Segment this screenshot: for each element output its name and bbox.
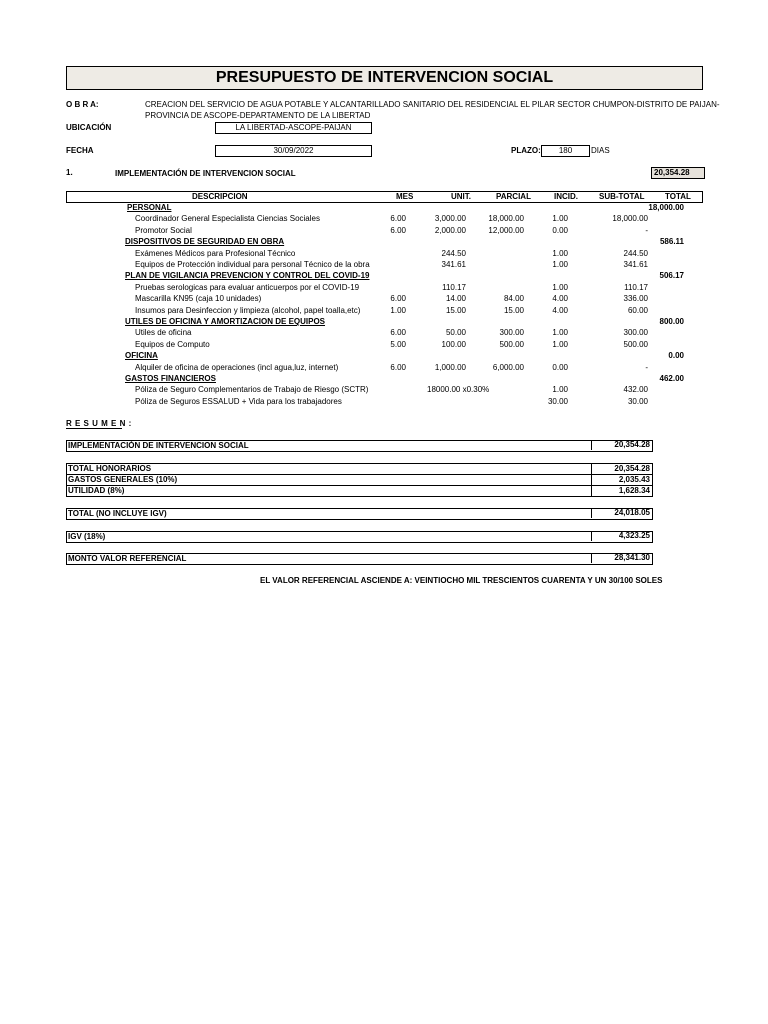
item-parcial: 15.00 [503,305,524,315]
table-row [0,396,768,407]
plazo-unit: DIAS [591,146,610,155]
table-row [0,282,768,293]
obra-text-line-2: PROVINCIA DE ASCOPE-DEPARTAMENTO DE LA LIBERTAD [145,111,371,120]
summary-gastos-label: GASTOS GENERALES (10%) [68,475,178,484]
item-parcial: 84.00 [503,294,524,304]
item-incid: 1.00 [552,214,568,224]
item-description: Coordinador General Especialista Ciencias Sociales [135,214,320,224]
item-incid: 0.00 [552,225,568,235]
section-number: 1. [66,168,73,177]
group-title: DISPOSITIVOS DE SEGURIDAD EN OBRA [125,237,285,247]
item-unit: 50.00 [445,328,466,338]
item-unit: 100.00 [441,339,466,349]
fecha-value: 30/09/2022 [215,145,372,157]
item-incid: 1.00 [552,328,568,338]
summary-monto-value: 28,341.30 [591,553,651,563]
fecha-label: FECHA [66,146,94,155]
table-row [0,384,768,395]
summary-honorarios [67,464,652,475]
table-row [0,339,768,350]
item-incid: 1.00 [552,339,568,349]
item-incid: 1.00 [552,282,568,292]
item-description: Póliza de Seguro Complementarios de Trabajo de Riesgo (SCTR) [135,385,369,395]
item-mes: 1.00 [390,305,406,315]
item-subtotal: 432.00 [623,385,648,395]
item-unit: 15.00 [445,305,466,315]
group-title: PLAN DE VIGILANCIA PREVENCION Y CONTROL DEL COVID-19 [125,271,370,281]
resumen-underline [66,428,122,429]
resumen-title: R E S U M E N : [66,419,132,428]
item-subtotal: - [645,362,648,372]
summary-gastos-value: 2,035.43 [591,475,651,485]
item-incid: 1.00 [552,260,568,269]
summary-igv-value: 4,323.25 [591,531,651,541]
item-incid: 1.00 [552,248,568,258]
item-parcial: 12,000.00 [488,225,524,235]
item-subtotal: 244.50 [623,248,648,258]
group-total: 506.17 [659,271,684,281]
ubicacion-label: UBICACIÓN [66,123,112,132]
table-row [0,305,768,316]
summary-gastos [67,475,652,486]
item-parcial: 300.00 [499,328,524,338]
group-total: 586.11 [659,237,684,247]
summary-monto [66,553,653,565]
table-row [0,225,768,236]
item-mes: 6.00 [390,214,406,224]
summary-total-value: 24,018.05 [591,508,651,518]
header-incid: INCID. [554,192,578,201]
table-row [0,327,768,338]
summary-honorarios-label: TOTAL HONORARIOS [68,464,152,473]
obra-label: O B R A: [66,100,99,109]
table-row [0,293,768,304]
summary-utilidad [67,486,652,496]
item-description: Pruebas serologicas para evaluar anticuerpos por el COVID-19 [135,282,360,292]
summary-implementacion-label: IMPLEMENTACIÓN DE INTERVENCION SOCIAL [68,441,249,450]
item-description: Equipos de Computo [135,339,210,349]
group-header-row [0,350,768,361]
group-title: OFICINA [125,351,158,361]
summary-honorarios-group [66,463,653,497]
item-description: Insumos para Desinfeccion y limpieza (alcohol, papel toalla,etc) [135,305,361,315]
header-mes: MES [396,192,414,201]
group-header-row [0,316,768,327]
summary-total-label: TOTAL (NO INCLUYE IGV) [68,509,167,518]
summary-igv-label: IGV (18%) [68,532,106,541]
item-parcial: 500.00 [499,339,524,349]
group-title: UTILES DE OFICINA Y AMORTIZACION DE EQUIPOS [125,317,326,326]
section-total: 20,354.28 [651,167,705,179]
summary-utilidad-label: UTILIDAD (8%) [68,486,125,495]
item-unit: 341.61 [441,260,466,269]
item-description: Utiles de oficina [135,328,192,338]
section-title: IMPLEMENTACIÓN DE INTERVENCION SOCIAL [115,169,296,178]
item-incid: 4.00 [552,294,568,304]
group-header-row [0,236,768,247]
plazo-value: 180 [541,145,590,157]
item-subtotal: 30.00 [627,396,648,406]
item-subtotal: 500.00 [623,339,648,349]
item-subtotal: 110.17 [624,282,648,292]
item-incid: 0.00 [552,362,568,372]
summary-monto-label: MONTO VALOR REFERENCIAL [68,554,187,563]
item-unit: 3,000.00 [434,214,466,224]
summary-implementacion-value: 20,354.28 [591,440,651,450]
summary-total [66,508,653,520]
item-subtotal: 336.00 [623,294,648,304]
page-title: PRESUPUESTO DE INTERVENCION SOCIAL [66,66,703,90]
table-row [0,248,768,259]
item-description: Póliza de Seguros ESSALUD + Vida para los trabajadores [135,396,342,406]
header-unit: UNIT. [451,192,471,201]
plazo-label: PLAZO: [511,146,541,155]
group-total: 0.00 [668,351,684,361]
item-incid: 1.00 [552,385,568,395]
item-mes: 6.00 [390,328,406,338]
item-description: Mascarilla KN95 (caja 10 unidades) [135,294,262,304]
item-subtotal: - [645,225,648,235]
item-subtotal: 60.00 [627,305,648,315]
item-mes: 6.00 [390,294,406,304]
summary-implementacion [66,440,653,452]
item-subtotal: 300.00 [623,328,648,338]
item-unit: 2,000.00 [434,225,466,235]
item-mes: 6.00 [390,362,406,372]
item-unit: 1,000.00 [434,362,466,372]
group-header-row [0,373,768,384]
header-descripcion: DESCRIPCION [192,192,248,201]
item-description: Alquiler de oficina de operaciones (incl agua,luz, internet) [135,362,339,372]
item-subtotal: 341.61 [623,260,648,269]
group-title: PERSONAL [127,203,172,212]
item-unit: 18000.00 x0.30% [427,385,490,395]
summary-igv [66,531,653,543]
group-header-row [0,270,768,281]
group-title: GASTOS FINANCIEROS [125,374,216,383]
obra-text-line-1: CREACION DEL SERVICIO DE AGUA POTABLE Y ALCANTARILLADO SANITARIO DEL RESIDENCIAL EL PILAR SECTOR CHUMPON-DISTRITO DE PAIJAN- [145,100,720,109]
group-total: 462.00 [659,374,684,383]
item-subtotal: 18,000.00 [612,214,648,224]
group-header-row [0,202,768,213]
header-subtotal: SUB-TOTAL [599,192,645,201]
summary-utilidad-value: 1,628.34 [591,486,651,496]
header-parcial: PARCIAL [496,192,531,201]
item-unit: 110.17 [442,282,466,292]
summary-honorarios-value: 20,354.28 [591,464,651,474]
group-total: 800.00 [659,317,684,326]
valor-referencial-text: EL VALOR REFERENCIAL ASCIENDE A: VEINTIOCHO MIL TRESCIENTOS CUARENTA Y UN 30/100 SOLES [260,576,663,585]
item-incid: 30.00 [547,396,568,406]
item-unit: 14.00 [445,294,466,304]
item-description: Exámenes Médicos para Profesional Técnico [135,248,296,258]
table-row [0,362,768,373]
table-row [0,213,768,224]
item-mes: 6.00 [390,225,406,235]
header-total: TOTAL [665,192,691,201]
item-parcial: 6,000.00 [492,362,524,372]
group-total: 18,000.00 [648,203,684,212]
item-description: Equipos de Protección individual para personal Técnico de la obra [135,260,370,269]
item-unit: 244.50 [441,248,466,258]
ubicacion-value: LA LIBERTAD-ASCOPE-PAIJAN [215,122,372,134]
item-mes: 5.00 [390,339,406,349]
table-row [0,259,768,270]
item-incid: 4.00 [552,305,568,315]
item-description: Promotor Social [135,225,192,235]
item-parcial: 18,000.00 [488,214,524,224]
